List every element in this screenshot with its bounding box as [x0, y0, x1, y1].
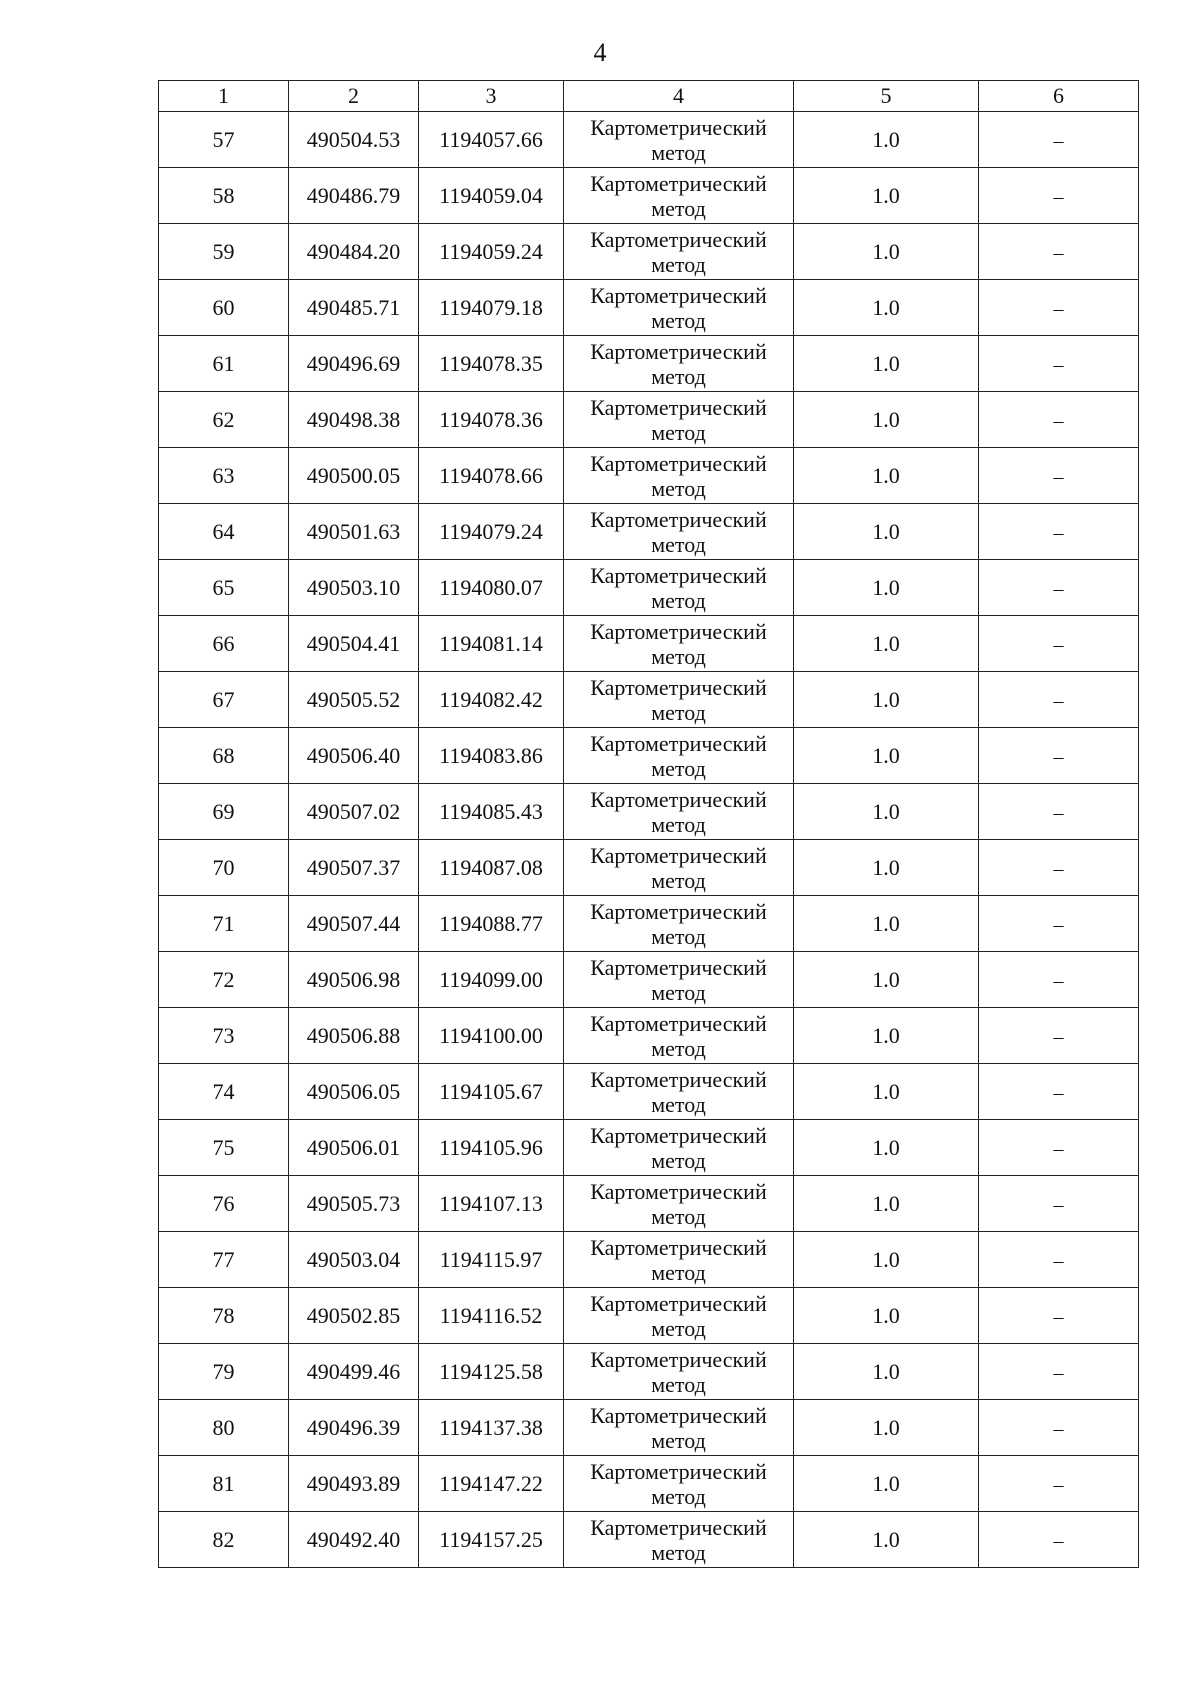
table-row — [159, 168, 1139, 224]
accuracy-cell: 1.0 — [794, 1176, 979, 1232]
column-header-5: 5 — [794, 81, 979, 112]
table-row — [159, 1008, 1139, 1064]
table-row — [159, 1456, 1139, 1512]
point-number-cell: 65 — [159, 560, 289, 616]
method-cell: Картометрический метод — [564, 1176, 794, 1232]
y-coordinate-cell: 1194087.08 — [419, 840, 564, 896]
note-cell: – — [979, 448, 1139, 504]
method-cell: Картометрический метод — [564, 728, 794, 784]
point-number-cell: 71 — [159, 896, 289, 952]
note-cell: – — [979, 952, 1139, 1008]
point-number-cell: 72 — [159, 952, 289, 1008]
method-cell: Картометрический метод — [564, 168, 794, 224]
x-coordinate-cell: 490507.37 — [289, 840, 419, 896]
method-cell: Картометрический метод — [564, 1064, 794, 1120]
y-coordinate-cell: 1194157.25 — [419, 1512, 564, 1568]
x-coordinate-cell: 490502.85 — [289, 1288, 419, 1344]
note-cell: – — [979, 112, 1139, 168]
x-coordinate-cell: 490498.38 — [289, 392, 419, 448]
column-header-3: 3 — [419, 81, 564, 112]
method-cell: Картометрический метод — [564, 896, 794, 952]
method-cell: Картометрический метод — [564, 448, 794, 504]
accuracy-cell: 1.0 — [794, 224, 979, 280]
point-number-cell: 58 — [159, 168, 289, 224]
method-cell: Картометрический метод — [564, 1344, 794, 1400]
accuracy-cell: 1.0 — [794, 616, 979, 672]
y-coordinate-cell: 1194057.66 — [419, 112, 564, 168]
accuracy-cell: 1.0 — [794, 280, 979, 336]
y-coordinate-cell: 1194085.43 — [419, 784, 564, 840]
point-number-cell: 81 — [159, 1456, 289, 1512]
point-number-cell: 66 — [159, 616, 289, 672]
note-cell: – — [979, 896, 1139, 952]
table-row — [159, 1344, 1139, 1400]
x-coordinate-cell: 490492.40 — [289, 1512, 419, 1568]
table-header-row — [159, 81, 1139, 112]
y-coordinate-cell: 1194081.14 — [419, 616, 564, 672]
note-cell: – — [979, 1232, 1139, 1288]
accuracy-cell: 1.0 — [794, 1344, 979, 1400]
accuracy-cell: 1.0 — [794, 112, 979, 168]
table-row — [159, 784, 1139, 840]
method-cell: Картометрический метод — [564, 336, 794, 392]
method-cell: Картометрический метод — [564, 1512, 794, 1568]
point-number-cell: 80 — [159, 1400, 289, 1456]
method-cell: Картометрический метод — [564, 1232, 794, 1288]
table-row — [159, 224, 1139, 280]
y-coordinate-cell: 1194105.67 — [419, 1064, 564, 1120]
note-cell: – — [979, 168, 1139, 224]
point-number-cell: 73 — [159, 1008, 289, 1064]
note-cell: – — [979, 1064, 1139, 1120]
x-coordinate-cell: 490499.46 — [289, 1344, 419, 1400]
point-number-cell: 74 — [159, 1064, 289, 1120]
point-number-cell: 64 — [159, 504, 289, 560]
method-cell: Картометрический метод — [564, 280, 794, 336]
y-coordinate-cell: 1194078.35 — [419, 336, 564, 392]
point-number-cell: 59 — [159, 224, 289, 280]
x-coordinate-cell: 490496.69 — [289, 336, 419, 392]
method-cell: Картометрический метод — [564, 952, 794, 1008]
note-cell: – — [979, 1512, 1139, 1568]
point-number-cell: 79 — [159, 1344, 289, 1400]
method-cell: Картометрический метод — [564, 616, 794, 672]
table-row — [159, 112, 1139, 168]
point-number-cell: 82 — [159, 1512, 289, 1568]
y-coordinate-cell: 1194116.52 — [419, 1288, 564, 1344]
note-cell: – — [979, 336, 1139, 392]
x-coordinate-cell: 490505.52 — [289, 672, 419, 728]
table-row — [159, 616, 1139, 672]
x-coordinate-cell: 490503.04 — [289, 1232, 419, 1288]
table-row — [159, 1064, 1139, 1120]
x-coordinate-cell: 490507.02 — [289, 784, 419, 840]
method-cell: Картометрический метод — [564, 392, 794, 448]
note-cell: – — [979, 1176, 1139, 1232]
table-row — [159, 1512, 1139, 1568]
y-coordinate-cell: 1194079.24 — [419, 504, 564, 560]
table-body — [159, 112, 1139, 1568]
y-coordinate-cell: 1194100.00 — [419, 1008, 564, 1064]
y-coordinate-cell: 1194083.86 — [419, 728, 564, 784]
point-number-cell: 70 — [159, 840, 289, 896]
method-cell: Картометрический метод — [564, 1008, 794, 1064]
table-row — [159, 1176, 1139, 1232]
table-row — [159, 728, 1139, 784]
y-coordinate-cell: 1194137.38 — [419, 1400, 564, 1456]
column-header-4: 4 — [564, 81, 794, 112]
column-header-2: 2 — [289, 81, 419, 112]
accuracy-cell: 1.0 — [794, 1232, 979, 1288]
note-cell: – — [979, 1008, 1139, 1064]
y-coordinate-cell: 1194080.07 — [419, 560, 564, 616]
y-coordinate-cell: 1194115.97 — [419, 1232, 564, 1288]
x-coordinate-cell: 490501.63 — [289, 504, 419, 560]
y-coordinate-cell: 1194079.18 — [419, 280, 564, 336]
table-row — [159, 952, 1139, 1008]
y-coordinate-cell: 1194059.04 — [419, 168, 564, 224]
accuracy-cell: 1.0 — [794, 504, 979, 560]
table-row — [159, 1288, 1139, 1344]
method-cell: Картометрический метод — [564, 1456, 794, 1512]
x-coordinate-cell: 490506.40 — [289, 728, 419, 784]
y-coordinate-cell: 1194125.58 — [419, 1344, 564, 1400]
y-coordinate-cell: 1194078.66 — [419, 448, 564, 504]
note-cell: – — [979, 840, 1139, 896]
table-row — [159, 448, 1139, 504]
y-coordinate-cell: 1194147.22 — [419, 1456, 564, 1512]
x-coordinate-cell: 490506.98 — [289, 952, 419, 1008]
method-cell: Картометрический метод — [564, 504, 794, 560]
accuracy-cell: 1.0 — [794, 1064, 979, 1120]
y-coordinate-cell: 1194059.24 — [419, 224, 564, 280]
table-row — [159, 672, 1139, 728]
x-coordinate-cell: 490507.44 — [289, 896, 419, 952]
point-number-cell: 63 — [159, 448, 289, 504]
accuracy-cell: 1.0 — [794, 784, 979, 840]
note-cell: – — [979, 560, 1139, 616]
x-coordinate-cell: 490506.01 — [289, 1120, 419, 1176]
table-row — [159, 1120, 1139, 1176]
accuracy-cell: 1.0 — [794, 1400, 979, 1456]
accuracy-cell: 1.0 — [794, 1008, 979, 1064]
table-row — [159, 336, 1139, 392]
y-coordinate-cell: 1194107.13 — [419, 1176, 564, 1232]
table-row — [159, 1400, 1139, 1456]
accuracy-cell: 1.0 — [794, 168, 979, 224]
accuracy-cell: 1.0 — [794, 448, 979, 504]
x-coordinate-cell: 490504.53 — [289, 112, 419, 168]
y-coordinate-cell: 1194082.42 — [419, 672, 564, 728]
y-coordinate-cell: 1194105.96 — [419, 1120, 564, 1176]
point-number-cell: 62 — [159, 392, 289, 448]
accuracy-cell: 1.0 — [794, 1456, 979, 1512]
table-row — [159, 560, 1139, 616]
page-number: 4 — [593, 38, 607, 67]
x-coordinate-cell: 490506.88 — [289, 1008, 419, 1064]
method-cell: Картометрический метод — [564, 560, 794, 616]
accuracy-cell: 1.0 — [794, 1120, 979, 1176]
x-coordinate-cell: 490493.89 — [289, 1456, 419, 1512]
method-cell: Картометрический метод — [564, 1120, 794, 1176]
table-row — [159, 504, 1139, 560]
accuracy-cell: 1.0 — [794, 672, 979, 728]
method-cell: Картометрический метод — [564, 1288, 794, 1344]
note-cell: – — [979, 672, 1139, 728]
y-coordinate-cell: 1194078.36 — [419, 392, 564, 448]
accuracy-cell: 1.0 — [794, 392, 979, 448]
note-cell: – — [979, 224, 1139, 280]
accuracy-cell: 1.0 — [794, 896, 979, 952]
table-row — [159, 392, 1139, 448]
method-cell: Картометрический метод — [564, 784, 794, 840]
accuracy-cell: 1.0 — [794, 728, 979, 784]
y-coordinate-cell: 1194099.00 — [419, 952, 564, 1008]
table-row — [159, 280, 1139, 336]
x-coordinate-cell: 490486.79 — [289, 168, 419, 224]
coordinates-table — [158, 80, 1139, 1568]
point-number-cell: 76 — [159, 1176, 289, 1232]
point-number-cell: 68 — [159, 728, 289, 784]
note-cell: – — [979, 504, 1139, 560]
x-coordinate-cell: 490485.71 — [289, 280, 419, 336]
x-coordinate-cell: 490505.73 — [289, 1176, 419, 1232]
x-coordinate-cell: 490484.20 — [289, 224, 419, 280]
column-header-6: 6 — [979, 81, 1139, 112]
point-number-cell: 77 — [159, 1232, 289, 1288]
note-cell: – — [979, 616, 1139, 672]
point-number-cell: 78 — [159, 1288, 289, 1344]
note-cell: – — [979, 392, 1139, 448]
accuracy-cell: 1.0 — [794, 336, 979, 392]
table-row — [159, 1232, 1139, 1288]
method-cell: Картометрический метод — [564, 1400, 794, 1456]
point-number-cell: 60 — [159, 280, 289, 336]
method-cell: Картометрический метод — [564, 672, 794, 728]
table-row — [159, 896, 1139, 952]
point-number-cell: 57 — [159, 112, 289, 168]
accuracy-cell: 1.0 — [794, 560, 979, 616]
point-number-cell: 69 — [159, 784, 289, 840]
point-number-cell: 61 — [159, 336, 289, 392]
accuracy-cell: 1.0 — [794, 1512, 979, 1568]
method-cell: Картометрический метод — [564, 112, 794, 168]
accuracy-cell: 1.0 — [794, 1288, 979, 1344]
point-number-cell: 75 — [159, 1120, 289, 1176]
table-row — [159, 840, 1139, 896]
x-coordinate-cell: 490506.05 — [289, 1064, 419, 1120]
x-coordinate-cell: 490504.41 — [289, 616, 419, 672]
accuracy-cell: 1.0 — [794, 952, 979, 1008]
x-coordinate-cell: 490496.39 — [289, 1400, 419, 1456]
note-cell: – — [979, 280, 1139, 336]
y-coordinate-cell: 1194088.77 — [419, 896, 564, 952]
point-number-cell: 67 — [159, 672, 289, 728]
accuracy-cell: 1.0 — [794, 840, 979, 896]
note-cell: – — [979, 1400, 1139, 1456]
note-cell: – — [979, 1120, 1139, 1176]
note-cell: – — [979, 1344, 1139, 1400]
note-cell: – — [979, 1288, 1139, 1344]
column-header-1: 1 — [159, 81, 289, 112]
x-coordinate-cell: 490503.10 — [289, 560, 419, 616]
method-cell: Картометрический метод — [564, 224, 794, 280]
method-cell: Картометрический метод — [564, 840, 794, 896]
note-cell: – — [979, 1456, 1139, 1512]
note-cell: – — [979, 784, 1139, 840]
note-cell: – — [979, 728, 1139, 784]
x-coordinate-cell: 490500.05 — [289, 448, 419, 504]
